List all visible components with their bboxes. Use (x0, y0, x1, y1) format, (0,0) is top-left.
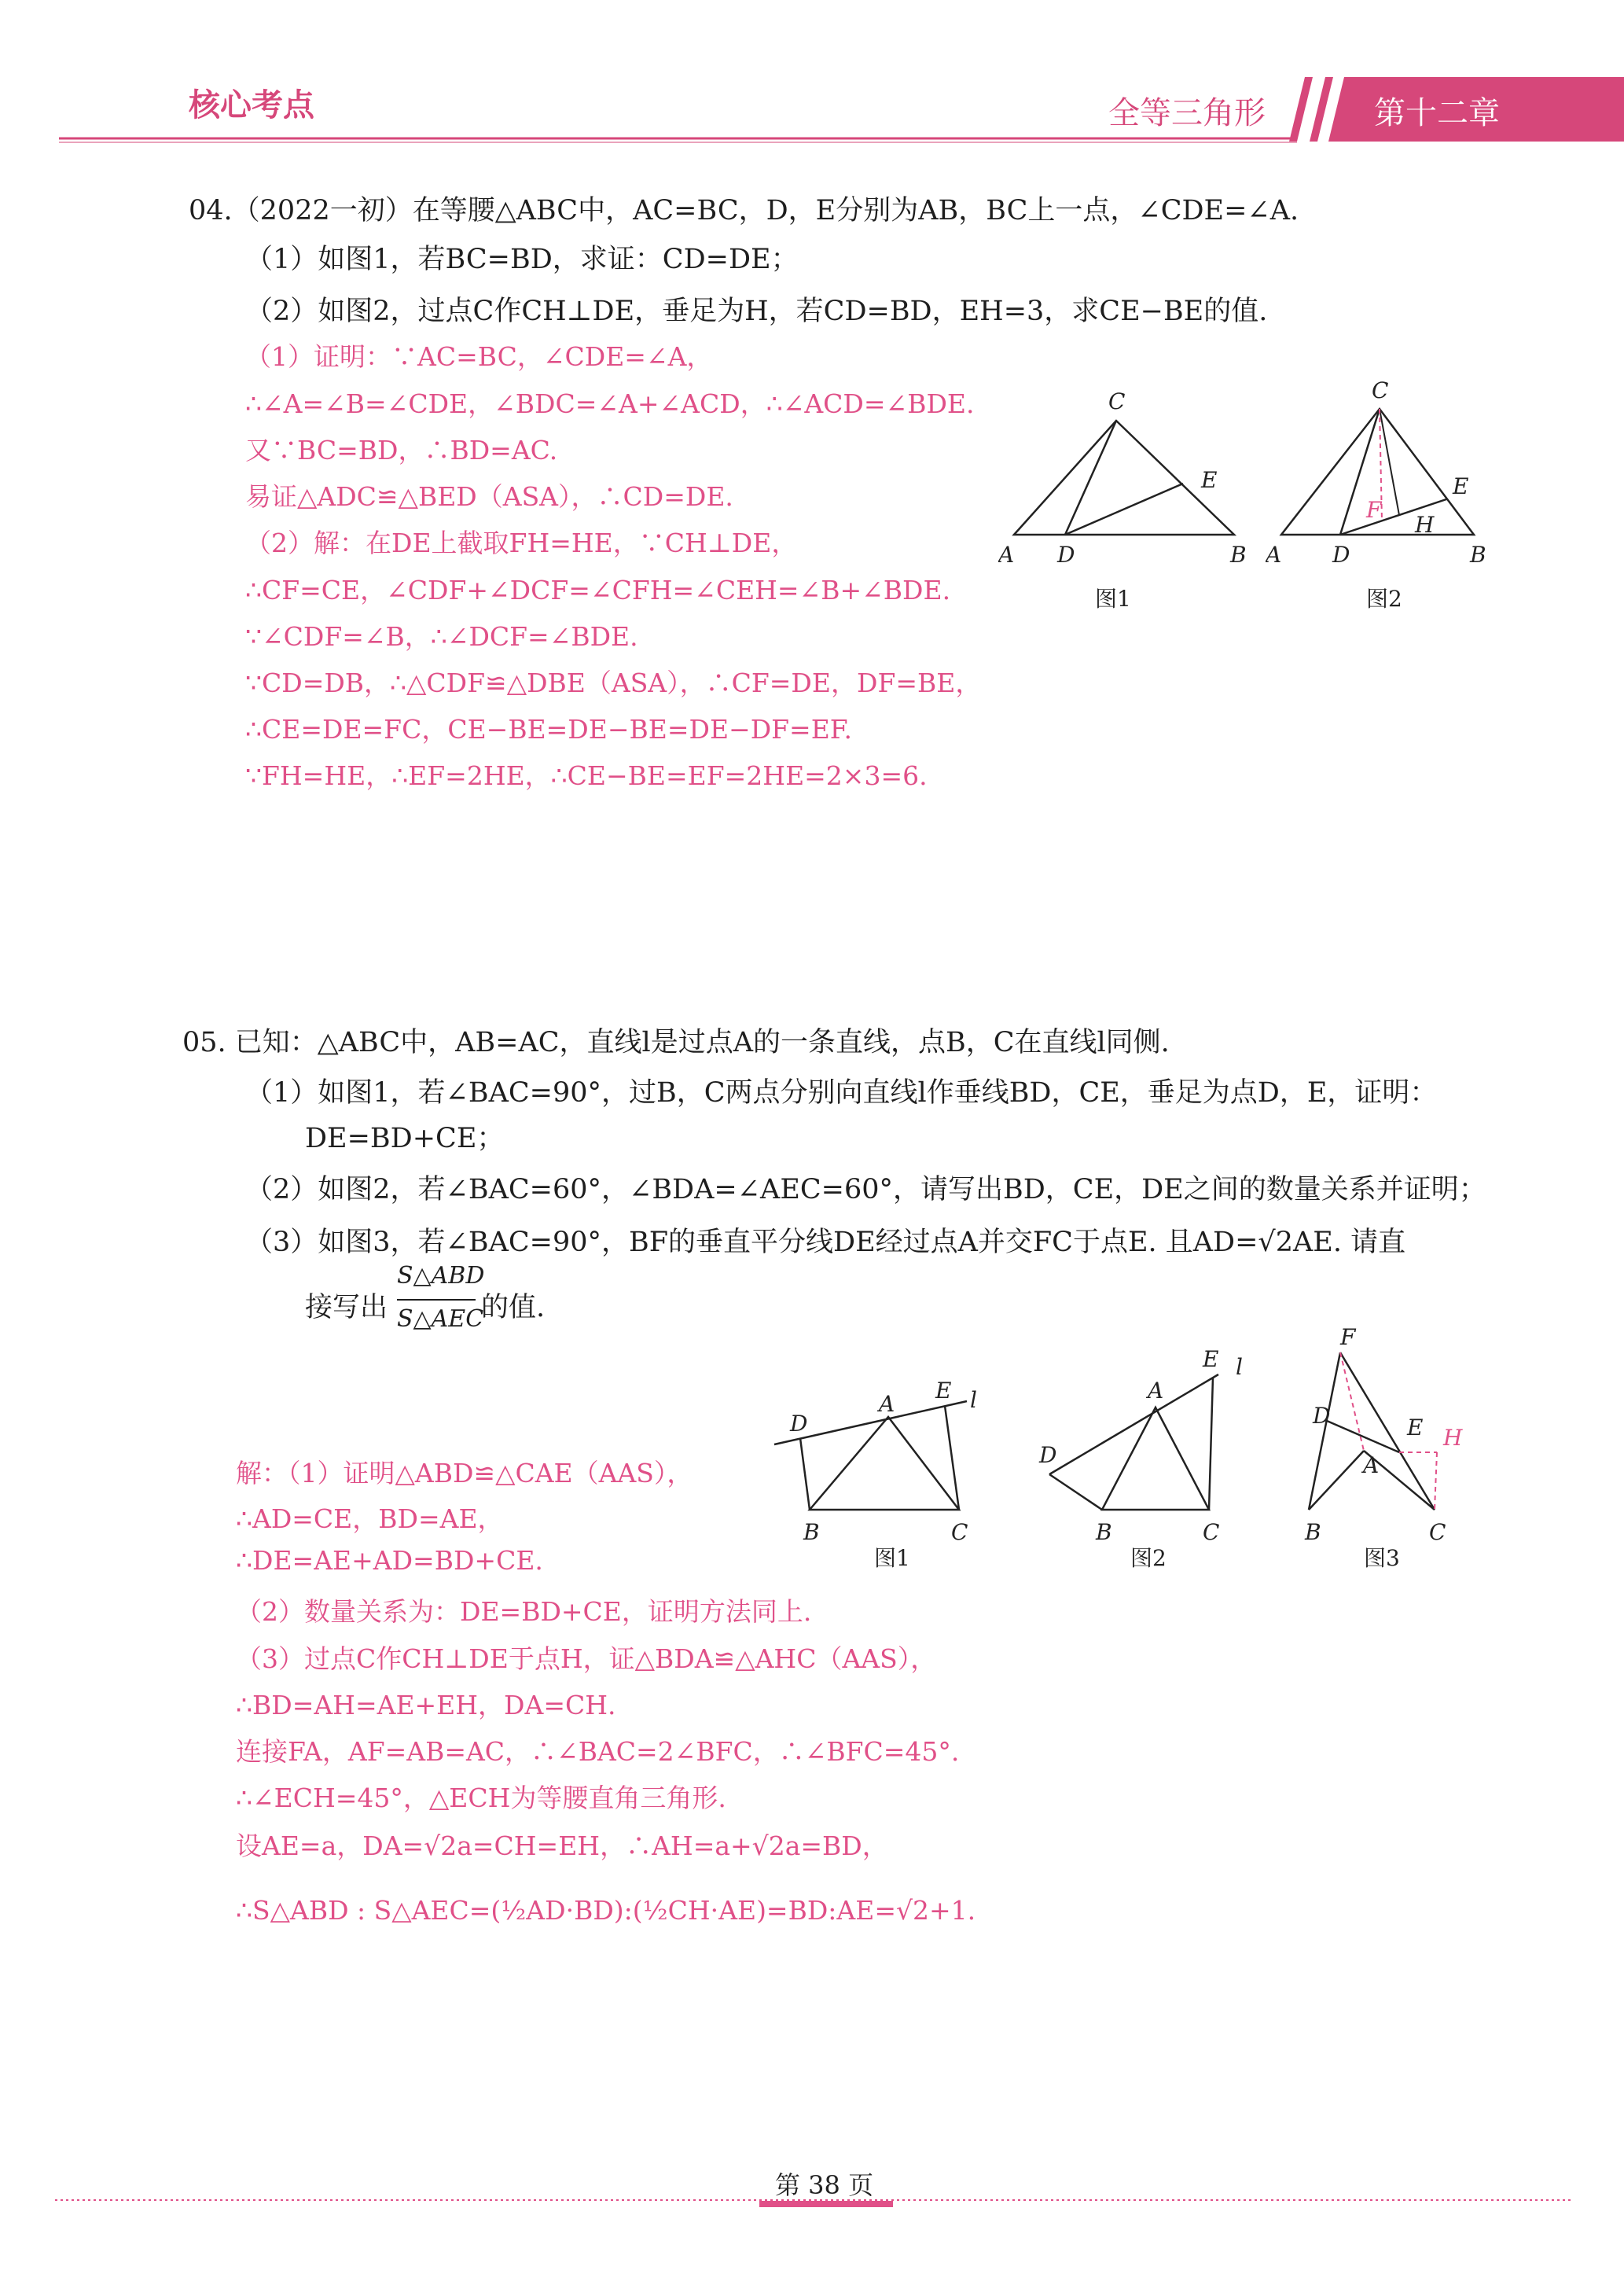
q04-answer-line: ∴∠A=∠B=∠CDE，∠BDC=∠A+∠ACD，∴∠ACD=∠BDE. (245, 388, 975, 419)
q04-fig1-label-b: B (1230, 542, 1247, 568)
q05-fig3-label-a: A (1363, 1452, 1380, 1478)
q05-part2: （2）如图2，若∠BAC=60°，∠BDA=∠AEC=60°，请写出BD，CE，DE之间的数量关系并证明； (245, 1174, 1486, 1205)
q04-fig2-label-d: D (1332, 542, 1350, 568)
q04-fig2-label-e: E (1453, 473, 1469, 499)
q05-answer-line: 设AE=a，DA=√2a=CH=EH，∴AH=a+√2a=BD， (236, 1831, 888, 1861)
q05-part3: （3）如图3，若∠BAC=90°，BF的垂直平分线DE经过点A并交FC于点E. 且AD=√2AE. 请直 (245, 1227, 1406, 1258)
q04-answer-line: （1）证明：∵AC=BC，∠CDE=∠A， (245, 341, 713, 372)
q05-answer-line: （3）过点C作CH⊥DE于点H，证△BDA≌△AHC（AAS）， (236, 1643, 937, 1674)
q05-fraction-denominator: S△AEC (397, 1305, 484, 1333)
q05-fig2-label-d: D (1039, 1442, 1057, 1468)
q04-answer-line: （2）解：在DE上截取FH=HE，∵CH⊥DE， (245, 528, 798, 558)
q05-fig1-label-d: D (790, 1411, 808, 1437)
q05-fig1-label-a: A (879, 1391, 895, 1417)
q05-fig1-label-b: B (803, 1519, 820, 1545)
q05-fig1-label-c: C (951, 1519, 968, 1545)
q05-answer-line: ∴∠ECH=45°，△ECH为等腰直角三角形. (236, 1783, 726, 1813)
q04-part2: （2）如图2，过点C作CH⊥DE，垂足为H，若CD=BD，EH=3，求CE−BE的值. (245, 296, 1268, 327)
q05-fig2-label-e: E (1203, 1346, 1219, 1372)
q05-answer-line: （2）数量关系为：DE=BD+CE，证明方法同上. (236, 1596, 812, 1627)
q05-fig2-label-a: A (1148, 1378, 1164, 1404)
q04-answer-line: ∵CD=DB，∴△CDF≌△DBE（ASA），∴CF=DE，DF=BE， (245, 668, 982, 698)
q04-answer-line: 易证△ADC≌△BED（ASA），∴CD=DE. (245, 481, 733, 512)
q04-fig2-label-f: F (1366, 497, 1382, 523)
q05-figure-3 (1289, 1321, 1478, 1549)
q04-answer-line: ∵∠CDF=∠B，∴∠DCF=∠BDE. (245, 621, 638, 652)
q04-answer-line: 又∵BC=BD，∴BD=AC. (245, 435, 558, 465)
q05-answer-line: ∴BD=AH=AE+EH，DA=CH. (236, 1690, 616, 1720)
q05-fraction-bar (397, 1299, 476, 1301)
q04-answer-line: ∴CE=DE=FC，CE−BE=DE−BE=DE−DF=EF. (245, 714, 853, 745)
header-chapter: 第十二章 (1374, 95, 1500, 131)
q05-answer-line: ∴AD=CE，BD=AE， (236, 1503, 504, 1534)
q05-part3-prefix: 接写出 (305, 1292, 388, 1323)
q04-fig2-label-a: A (1266, 542, 1282, 568)
q05-part1-cont: DE=BD+CE； (305, 1123, 505, 1154)
q04-part1: （1）如图1，若BC=BD，求证：CD=DE； (245, 244, 799, 275)
q05-fig2-caption: 图2 (1130, 1545, 1167, 1571)
q05-fig3-label-d: D (1313, 1403, 1331, 1429)
q04-fig2-label-h: H (1415, 512, 1435, 538)
q05-answer-line: 连接FA，AF=AB=AC，∴∠BAC=2∠BFC，∴∠BFC=45°. (236, 1736, 960, 1767)
header-section-label: 核心考点 (189, 87, 314, 123)
q05-answer-line: ∴S△ABD : S△AEC=(½AD·BD):(½CH·AE)=BD:AE=√2+1. (236, 1895, 976, 1926)
q04-fig1-label-e: E (1201, 467, 1218, 493)
q05-figure-1 (770, 1368, 990, 1549)
q04-answer-line: ∵FH=HE，∴EF=2HE，∴CE−BE=EF=2HE=2×3=6. (245, 760, 928, 791)
q05-stem: 05. 已知：△ABC中，AB=AC，直线l是过点A的一条直线，点B，C在直线l同侧. (182, 1027, 1170, 1058)
q04-figure-2 (1266, 377, 1501, 582)
q05-fig3-caption: 图3 (1364, 1545, 1400, 1571)
q04-fig1-label-d: D (1057, 542, 1075, 568)
q05-fig2-label-l: l (1236, 1354, 1243, 1380)
q04-answer-line: ∴CF=CE，∠CDF+∠DCF=∠CFH=∠CEH=∠B+∠BDE. (245, 575, 951, 605)
q05-fig2-label-c: C (1203, 1519, 1220, 1545)
page-number: 第 38 页 (775, 2170, 874, 2200)
q05-fig1-label-l: l (970, 1387, 977, 1413)
q04-fig2-label-c: C (1372, 377, 1389, 403)
q05-fig3-label-h: H (1443, 1425, 1463, 1451)
q05-part3-suffix: 的值. (481, 1292, 546, 1323)
q04-fig2-caption: 图2 (1366, 586, 1402, 612)
q04-stem: 04.（2022一初）在等腰△ABC中，AC=BC，D，E分别为AB，BC上一点，∠CDE=∠A. (189, 195, 1299, 226)
q05-fig3-label-b: B (1305, 1519, 1321, 1545)
q04-fig1-label-c: C (1108, 388, 1126, 414)
q04-fig1-label-a: A (998, 542, 1015, 568)
q05-figure-2 (1030, 1337, 1266, 1549)
q04-fig1-caption: 图1 (1095, 586, 1131, 612)
q05-fraction-numerator: S△ABD (397, 1262, 485, 1290)
q05-fig1-label-e: E (935, 1378, 952, 1404)
q05-part1: （1）如图1，若∠BAC=90°，过B，C两点分别向直线l作垂线BD，CE，垂足为点D，E，证明： (245, 1077, 1438, 1109)
q05-answer-line: 解：（1）证明△ABD≌△CAE（AAS）， (236, 1458, 693, 1488)
q04-figure-1 (998, 377, 1273, 582)
q04-fig2-label-b: B (1470, 542, 1486, 568)
q05-fig3-label-f: F (1340, 1324, 1356, 1350)
q05-fig3-label-c: C (1429, 1519, 1446, 1545)
q05-fig1-caption: 图1 (874, 1545, 910, 1571)
q05-fig3-label-e: E (1407, 1415, 1424, 1441)
q05-answer-line: ∴DE=AE+AD=BD+CE. (236, 1545, 543, 1576)
q05-fig2-label-b: B (1096, 1519, 1112, 1545)
header-title: 全等三角形 (1108, 95, 1266, 131)
